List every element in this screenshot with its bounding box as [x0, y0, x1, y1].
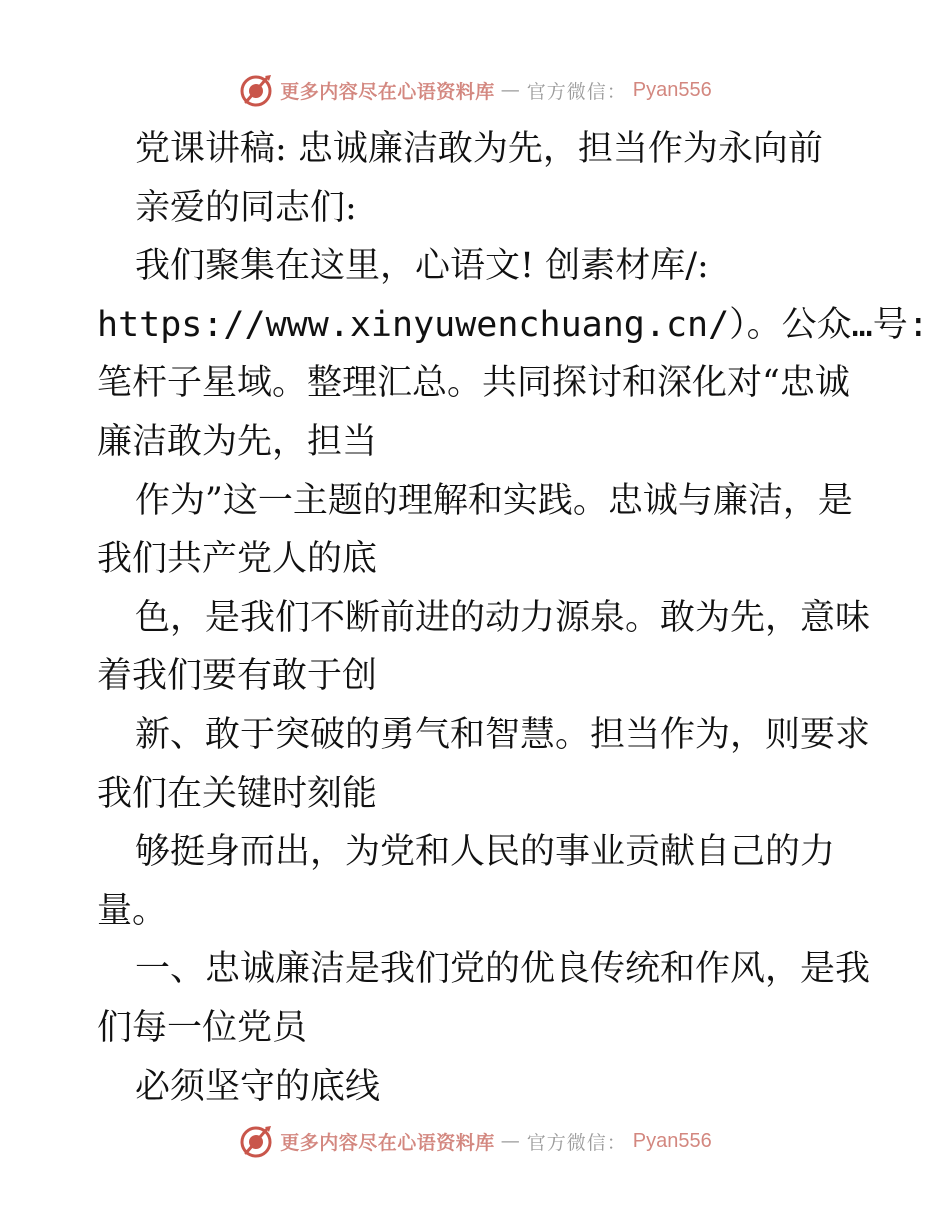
watermark-text: 更多内容尽在心语资料库 — [280, 80, 495, 103]
paragraph-line: 新、敢于突破的勇气和智慧。担当作为，则要求 — [135, 714, 871, 755]
watermark-text: 更多内容尽在心语资料库 — [280, 1131, 495, 1154]
paragraph-line: 必须坚守的底线 — [135, 1066, 381, 1107]
paragraph-line: 廉洁敢为先，担当 — [97, 421, 378, 462]
watermark-subtext: 官方微信： — [526, 80, 627, 103]
page-header-watermark — [0, 70, 950, 110]
paragraph-line: 着我们要有敢于创 — [97, 656, 378, 697]
watermark-wechat-id: Pyan556 — [632, 78, 712, 101]
watermark-separator: — — [500, 79, 521, 101]
paragraph-line: 我们共产党人的底 — [97, 539, 378, 580]
paragraph-line: 够挺身而出，为党和人民的事业贡献自己的力 — [135, 832, 836, 873]
paragraph-line: 作为”这一主题的理解和实践。忠诚与廉洁，是 — [135, 480, 853, 521]
brand-logo-icon — [238, 1123, 274, 1159]
watermark-wechat-id: Pyan556 — [632, 1129, 712, 1152]
section-heading: 一、忠诚廉洁是我们党的优良传统和作风，是我 — [135, 949, 871, 990]
paragraph-line: 量。 — [97, 890, 168, 931]
paragraph-line: 我们在关键时刻能 — [97, 773, 378, 814]
page-footer-watermark — [0, 1121, 950, 1161]
paragraph-line: 笔杆子星域。整理汇总。共同探讨和深化对“忠诚 — [97, 363, 850, 404]
watermark-separator: — — [500, 1130, 521, 1152]
paragraph-line: 我们聚集在这里，心语文! 创素材库/: — [135, 246, 709, 287]
brand-logo-icon — [238, 72, 274, 108]
section-heading-continued: 们每一位党员 — [97, 1007, 308, 1048]
document-body — [97, 120, 929, 1116]
paragraph-line: 色，是我们不断前进的动力源泉。敢为先，意味 — [135, 597, 871, 638]
document-title: 党课讲稿: 忠诚廉洁敢为先，担当作为永向前 — [135, 129, 823, 169]
salutation: 亲爱的同志们: — [135, 187, 357, 228]
paragraph-line-url: https://www.xinyuwenchuang.cn/）。公众…号: — [97, 304, 929, 345]
watermark-subtext: 官方微信： — [526, 1131, 627, 1154]
